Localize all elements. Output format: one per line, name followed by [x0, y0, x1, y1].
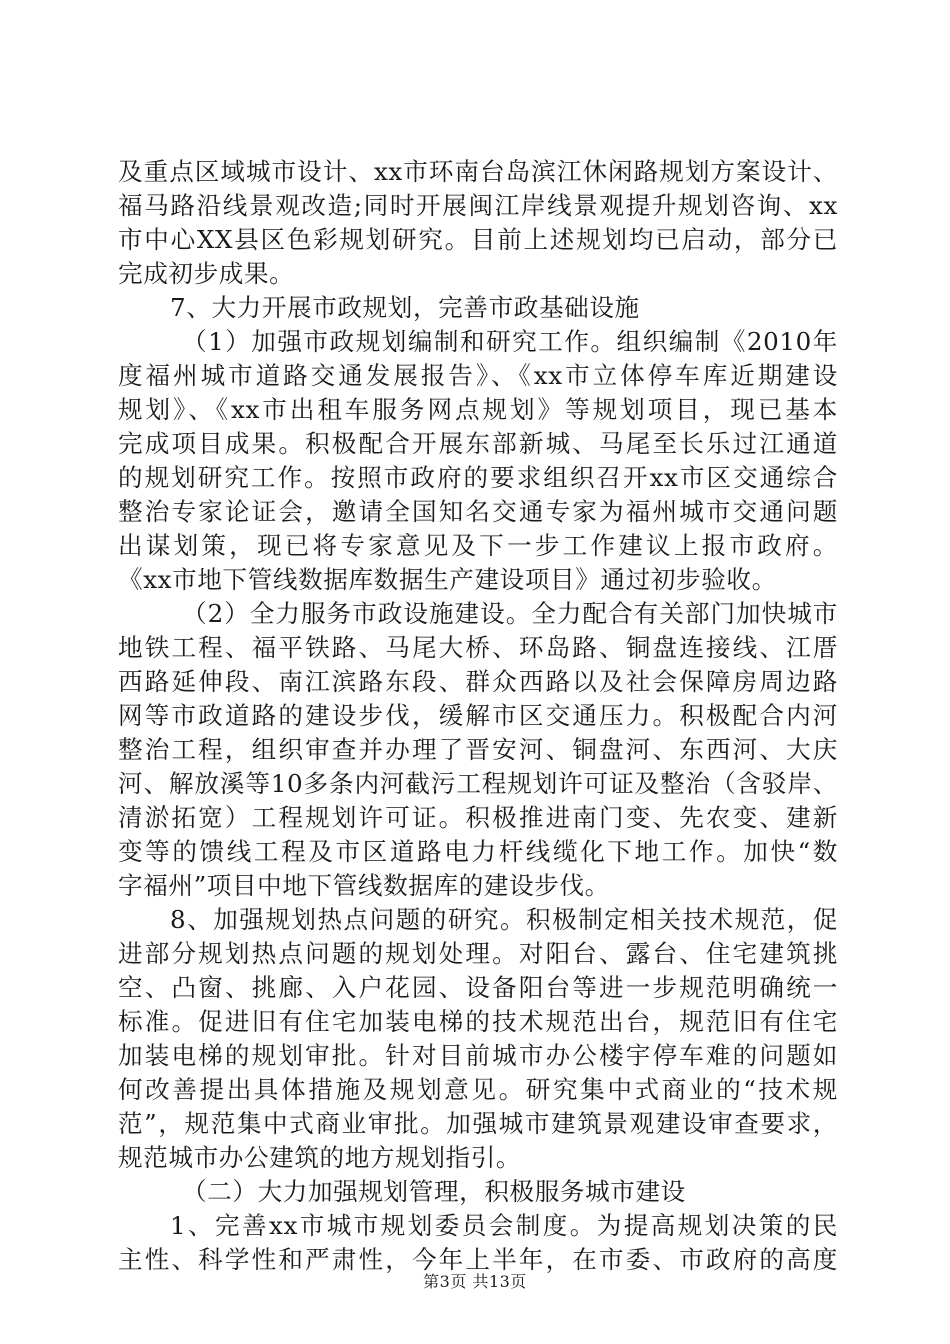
- text-line: 整治专家论证会，邀请全国知名交通专家为福州城市交通问题: [118, 497, 838, 526]
- text-line: 完成项目成果。积极配合开展东部新城、马尾至长乐过江通道: [118, 429, 838, 458]
- text-line: 完成初步成果。: [118, 259, 295, 288]
- text-line: 空、凸窗、挑廊、入户花园、设备阳台等进一步规范明确统一: [118, 973, 838, 1002]
- text-line: 河、解放溪等10多条内河截污工程规划许可证及整治（含驳岸、: [118, 769, 838, 798]
- text-line: 加装电梯的规划审批。针对目前城市办公楼宇停车难的问题如: [118, 1041, 838, 1070]
- text-line: 福马路沿线景观改造;同时开展闽江岸线景观提升规划咨询、xx: [118, 191, 838, 220]
- text-line: （1）加强市政规划编制和研究工作。组织编制《2010年: [182, 327, 838, 356]
- text-line: 的规划研究工作。按照市政府的要求组织召开xx市区交通综合: [118, 463, 838, 492]
- text-line: 进部分规划热点问题的规划处理。对阳台、露台、住宅建筑挑: [118, 939, 838, 968]
- text-line: 整治工程，组织审查并办理了晋安河、铜盘河、东西河、大庆: [118, 735, 838, 764]
- text-line: 网等市政道路的建设步伐，缓解市区交通压力。积极配合内河: [118, 701, 838, 730]
- text-line: 度福州城市道路交通发展报告》、《xx市立体停车库近期建设: [118, 361, 838, 390]
- text-line: 8、加强规划热点问题的研究。积极制定相关技术规范，促: [170, 905, 838, 934]
- text-line: 规范城市办公建筑的地方规划指引。: [118, 1143, 522, 1172]
- text-line: 字福州”项目中地下管线数据库的建设步伐。: [118, 871, 610, 900]
- text-line: （2）全力服务市政设施建设。全力配合有关部门加快城市: [182, 599, 838, 628]
- section-heading: （二）大力加强规划管理，积极服务城市建设: [182, 1177, 686, 1206]
- text-line: 地铁工程、福平铁路、马尾大桥、环岛路、铜盘连接线、江厝: [118, 633, 838, 662]
- text-line: 1、完善xx市城市规划委员会制度。为提高规划决策的民: [170, 1211, 838, 1240]
- text-line: 市中心XX县区色彩规划研究。目前上述规划均已启动，部分已: [118, 225, 838, 254]
- text-line: 西路延伸段、南江滨路东段、群众西路以及社会保障房周边路: [118, 667, 838, 696]
- page-number: 第3页 共13页: [423, 1272, 527, 1291]
- text-line: 主性、科学性和严肃性，今年上半年，在市委、市政府的高度: [118, 1245, 838, 1274]
- text-line: 范”，规范集中式商业审批。加强城市建筑景观建设审查要求，: [118, 1109, 838, 1138]
- text-line: 《xx市地下管线数据库数据生产建设项目》通过初步验收。: [118, 565, 777, 594]
- text-line: 清淤拓宽）工程规划许可证。积极推进南门变、先农变、建新: [118, 803, 838, 832]
- text-line: 变等的馈线工程及市区道路电力杆线缆化下地工作。加快“数: [118, 837, 838, 866]
- section-heading: 7、大力开展市政规划，完善市政基础设施: [170, 293, 640, 322]
- text-line: 及重点区域城市设计、xx市环南台岛滨江休闲路规划方案设计、: [118, 157, 838, 186]
- text-line: 出谋划策，现已将专家意见及下一步工作建议上报市政府。: [118, 531, 838, 560]
- text-line: 标准。促进旧有住宅加装电梯的技术规范出台，规范旧有住宅: [118, 1007, 838, 1036]
- text-line: 规划》、《xx市出租车服务网点规划》等规划项目，现已基本: [118, 395, 838, 424]
- text-line: 何改善提出具体措施及规划意见。研究集中式商业的“技术规: [118, 1075, 838, 1104]
